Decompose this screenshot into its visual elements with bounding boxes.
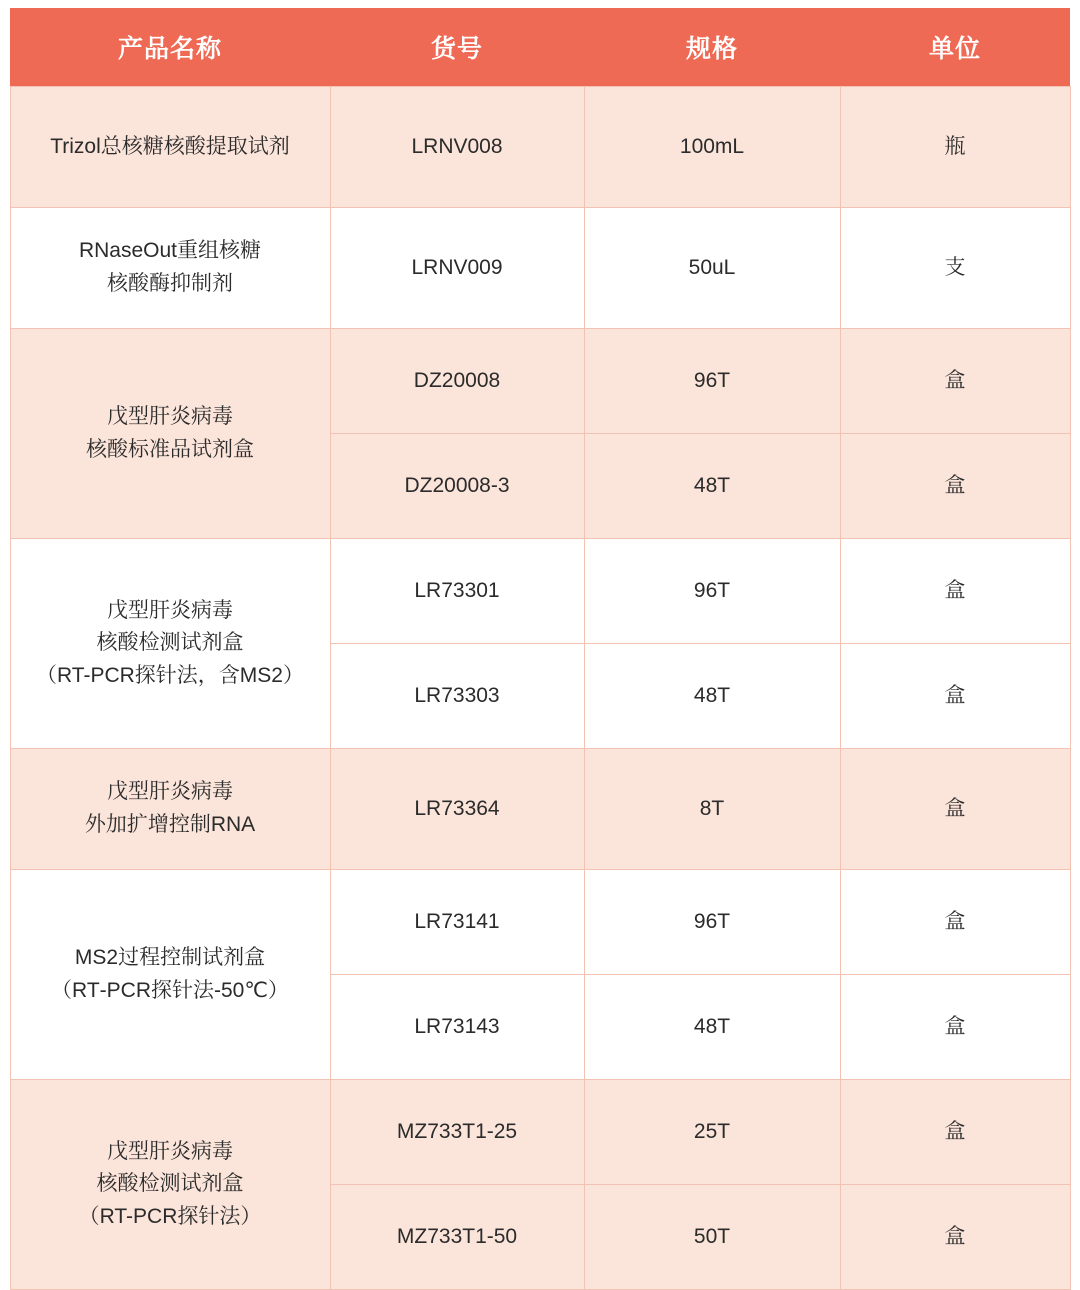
column-header-product-name: 产品名称	[10, 8, 330, 87]
cell-unit: 盒	[840, 749, 1070, 870]
cell-unit: 盒	[840, 975, 1070, 1080]
table-row	[10, 1080, 1070, 1185]
product-name-line: （RT-PCR探针法）	[78, 1204, 262, 1228]
table-row	[10, 329, 1070, 434]
product-name-line: 戊型肝炎病毒	[107, 598, 233, 622]
cell-specification: 48T	[584, 975, 840, 1080]
product-name-line: 核酸酶抑制剂	[107, 272, 233, 295]
cell-specification: 96T	[584, 539, 840, 644]
product-name-line: 核酸检测试剂盒	[96, 1172, 244, 1196]
cell-item-code: LRNV009	[330, 208, 584, 329]
cell-specification: 48T	[584, 644, 840, 749]
cell-item-code: LR73143	[330, 975, 584, 1080]
cell-item-code: LR73364	[330, 749, 584, 870]
cell-product-name	[10, 208, 330, 329]
product-name-line: MS2过程控制试剂盒	[74, 945, 266, 969]
cell-item-code: MZ733T1-25	[330, 1080, 584, 1185]
product-name-line: 核酸检测试剂盒	[96, 631, 244, 655]
product-name-line: 戊型肝炎病毒	[107, 780, 233, 804]
product-name-line: Trizol总核糖核酸提取试剂	[50, 134, 290, 158]
cell-item-code: MZ733T1-50	[330, 1185, 584, 1290]
product-name-line: RNaseOut重组核糖	[78, 239, 262, 263]
table-header	[10, 8, 1070, 87]
cell-specification: 96T	[584, 329, 840, 434]
product-name-line: 核酸标准品试剂盒	[86, 437, 254, 461]
cell-specification: 25T	[584, 1080, 840, 1185]
column-header-item-code: 货号	[330, 8, 584, 87]
cell-item-code: DZ20008-3	[330, 434, 584, 539]
cell-item-code: LRNV008	[330, 87, 584, 208]
cell-item-code: LR73303	[330, 644, 584, 749]
column-header-unit: 单位	[840, 8, 1070, 87]
cell-product-name	[10, 329, 330, 539]
table-row	[10, 208, 1070, 329]
product-name-line: 戊型肝炎病毒	[107, 404, 233, 428]
cell-specification: 100mL	[584, 87, 840, 208]
cell-unit: 盒	[840, 329, 1070, 434]
table-row	[10, 749, 1070, 870]
cell-item-code: LR73141	[330, 870, 584, 975]
product-name-line: 外加扩增控制RNA	[84, 813, 256, 836]
cell-unit: 盒	[840, 644, 1070, 749]
cell-specification: 8T	[584, 749, 840, 870]
product-name-line: （RT‑PCR探针法‑50℃）	[51, 978, 289, 1002]
cell-unit: 盒	[840, 1185, 1070, 1290]
header-row	[10, 8, 1070, 87]
cell-item-code: DZ20008	[330, 329, 584, 434]
cell-unit: 支	[840, 208, 1070, 329]
product-name-line: （RT-PCR探针法，含MS2）	[36, 663, 304, 687]
table-row	[10, 87, 1070, 208]
cell-specification: 96T	[584, 870, 840, 975]
table-row	[10, 870, 1070, 975]
cell-unit: 盒	[840, 434, 1070, 539]
product-name-line: 戊型肝炎病毒	[107, 1139, 233, 1163]
cell-product-name	[10, 87, 330, 208]
table-body	[10, 87, 1070, 1290]
product-table	[10, 8, 1071, 1290]
cell-product-name	[10, 749, 330, 870]
cell-specification: 48T	[584, 434, 840, 539]
cell-product-name	[10, 870, 330, 1080]
cell-unit: 瓶	[840, 87, 1070, 208]
cell-unit: 盒	[840, 539, 1070, 644]
cell-specification: 50T	[584, 1185, 840, 1290]
column-header-specification: 规格	[584, 8, 840, 87]
cell-unit: 盒	[840, 870, 1070, 975]
cell-unit: 盒	[840, 1080, 1070, 1185]
cell-product-name	[10, 1080, 330, 1290]
table-row	[10, 539, 1070, 644]
cell-item-code: LR73301	[330, 539, 584, 644]
cell-specification: 50uL	[584, 208, 840, 329]
cell-product-name	[10, 539, 330, 749]
